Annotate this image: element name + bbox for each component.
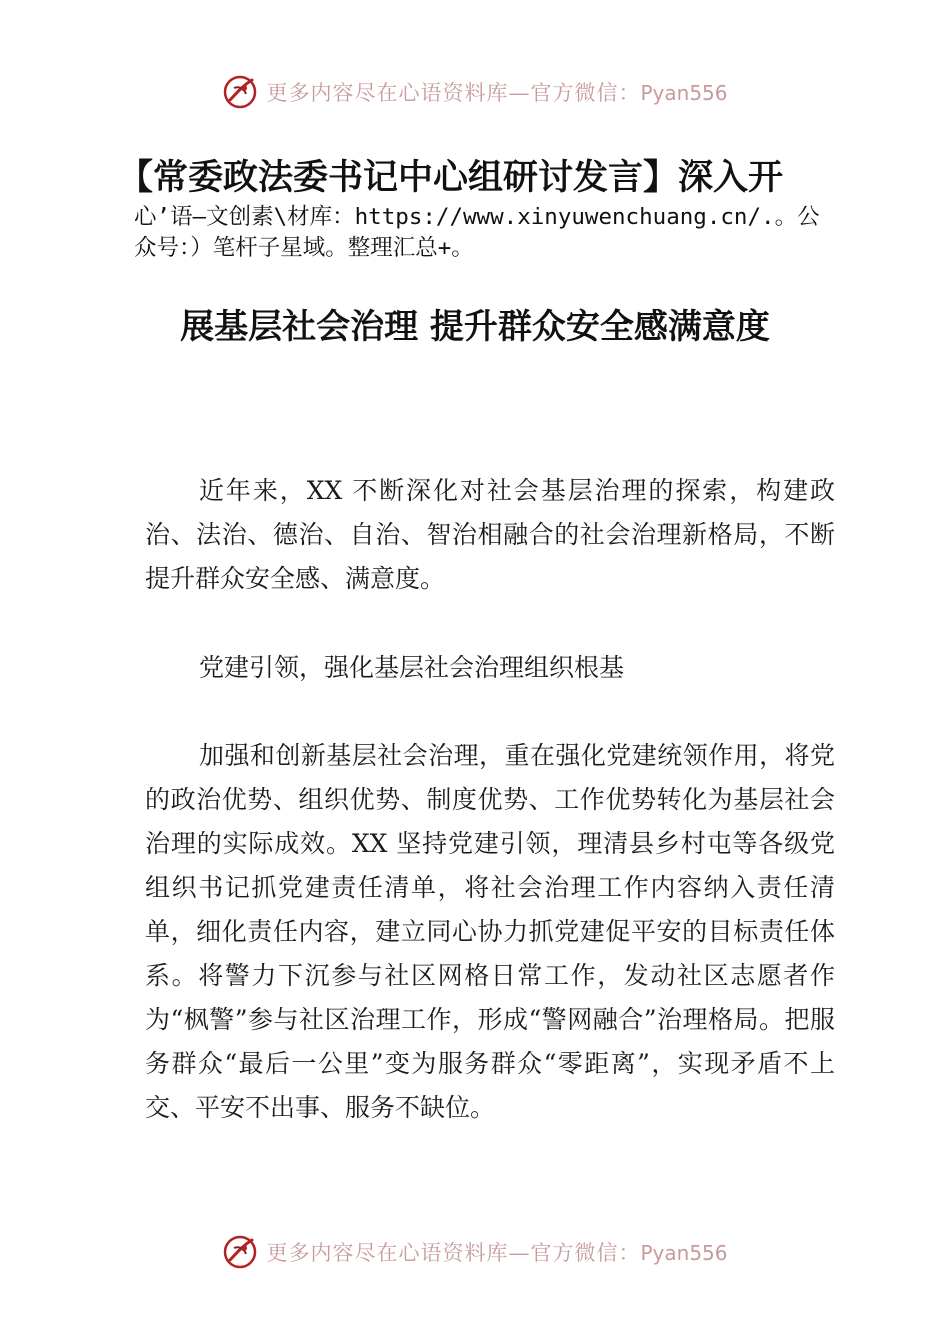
brand-logo-icon [222, 1234, 258, 1270]
paragraph-intro: 近年来，XX 不断深化对社会基层治理的探索，构建政治、法治、德治、自治、智治相融合的社会治理新格局，不断提升群众安全感、满意度。 [145, 476, 835, 593]
footer-watermark [0, 1230, 950, 1274]
document-title-line1: 【常委政法委书记中心组研讨发言】深入开 [118, 157, 784, 198]
section-heading: 党建引领，强化基层社会治理组织根基 [199, 653, 625, 682]
watermark-text: 更多内容尽在心语资料库—官方微信：Pyan556 [266, 81, 728, 105]
watermark-text: 更多内容尽在心语资料库—官方微信：Pyan556 [266, 1241, 728, 1265]
header-watermark [0, 70, 950, 114]
paragraph-body: 加强和创新基层社会治理，重在强化党建统领作用，将党的政治优势、组织优势、制度优势、工作优势转化为基层社会治理的实际成效。XX 坚持党建引领，理清县乡村屯等各级党组织书记抓党建责任清单，将社会治理工作内容纳入责任清单，细化责任内容，建立同心协力抓党建促平安的目标责任体系。将警力下沉参与社区网格日常工作，发动社区志愿者作为“枫警”参与社区治理工作，形成“警网融合”治理格局。把服务群众“最后一公里”变为服务群众“零距离”，实现矛盾不上交、平安不出事、服务不缺位。 [145, 741, 835, 1122]
document-title-line2: 展基层社会治理 提升群众安全感满意度 [180, 307, 770, 347]
brand-logo-icon [222, 74, 258, 110]
inserted-source-note: 心’语—文创素\材库：https://www.xinyuwenchuang.cn/.。公众号：）笔杆子星域。整理汇总+。 [134, 204, 820, 261]
